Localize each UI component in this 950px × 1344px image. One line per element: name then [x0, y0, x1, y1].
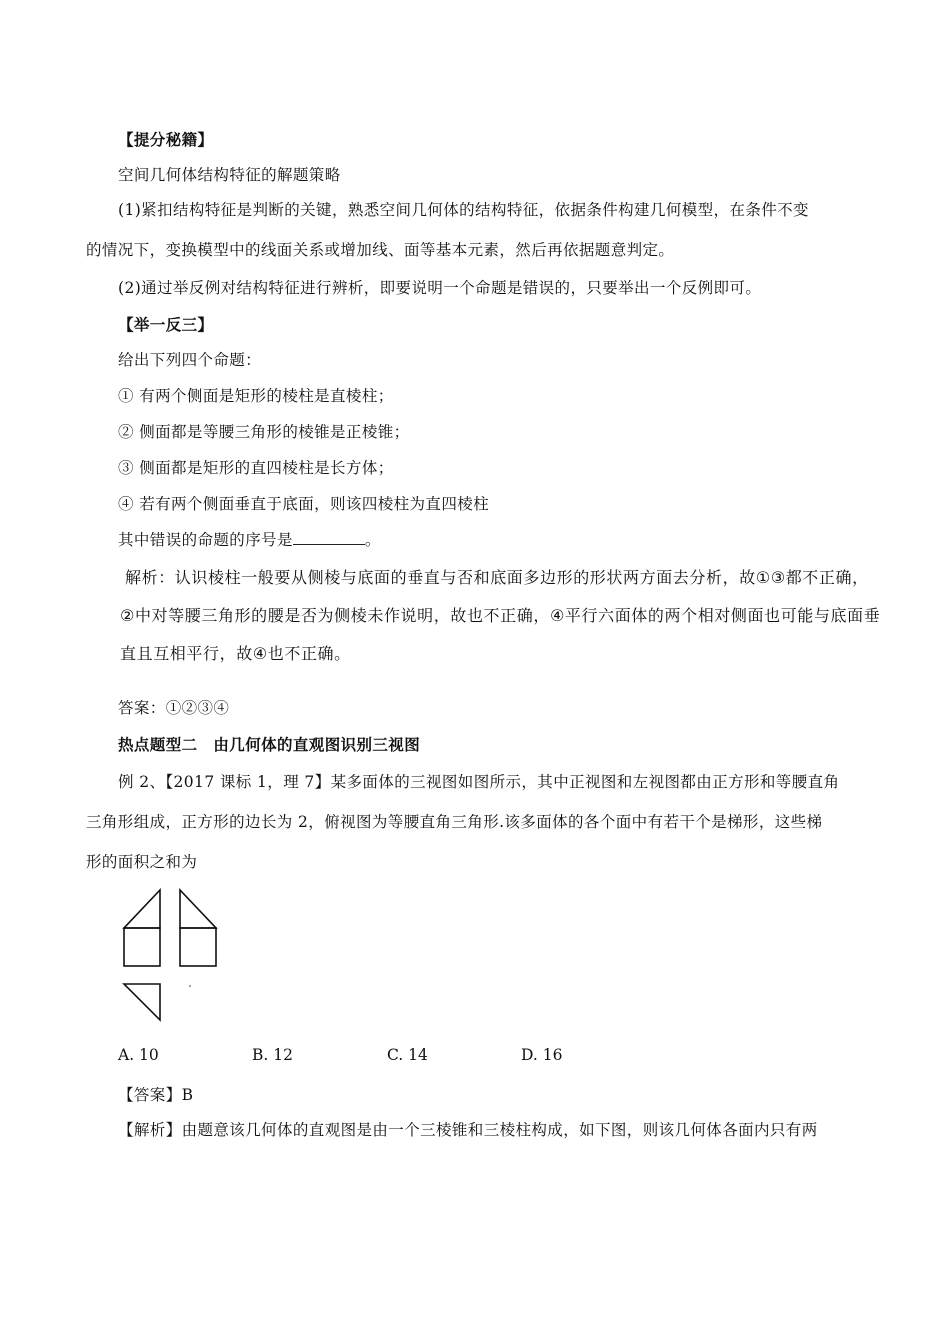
top-view-triangle [124, 984, 160, 1020]
question-end: 。 [364, 531, 381, 549]
option-b: B. 12 [252, 1046, 293, 1064]
tips-para1-line2: 的情况下，变换模型中的线面关系或增加线、面等基本元素，然后再依据题意判定。 [86, 241, 675, 259]
option-a: A. 10 [118, 1046, 159, 1064]
explanation-line2: ②中对等腰三角形的腰是否为侧棱未作说明，故也不正确，④平行六面体的两个相对侧面也可能与底面垂 [120, 606, 881, 625]
example2-line1: 例 2、【2017 课标 1，理 7】某多面体的三视图如图所示，其中正视图和左视图都由正方形和等腰直角 [118, 773, 840, 791]
front-view-triangle [124, 890, 160, 928]
example2-line2: 三角形组成，正方形的边长为 2，俯视图为等腰直角三角形.该多面体的各个面中有若干个是梯形，这些梯 [86, 813, 823, 831]
practice-intro: 给出下列四个命题： [118, 351, 262, 369]
practice-answer: 答案：①②③④ [118, 699, 230, 717]
side-view-square [180, 928, 216, 966]
section2-title: 热点题型二 由几何体的直观图识别三视图 [118, 735, 421, 754]
example2-line3: 形的面积之和为 [86, 853, 198, 871]
option-d: D. 16 [521, 1046, 563, 1064]
explanation-line1: 解析：认识棱柱一般要从侧棱与底面的垂直与否和底面多边形的形状两方面去分析，故①③都不正确， [125, 568, 869, 587]
tips-para2: (2)通过举反例对结构特征进行辨析，即要说明一个命题是错误的，只要举出一个反例即可。 [118, 279, 762, 297]
three-views-figure [118, 888, 228, 1028]
proposition-4: ④ 若有两个侧面垂直于底面，则该四棱柱为直四棱柱 [118, 495, 490, 513]
tips-para1-line1: (1)紧扣结构特征是判断的关键，熟悉空间几何体的结构特征，依据条件构建几何模型，在条件不变 [118, 201, 809, 219]
side-view-triangle [180, 890, 216, 928]
proposition-1: ① 有两个侧面是矩形的棱柱是直棱柱； [118, 387, 394, 405]
proposition-2: ② 侧面都是等腰三角形的棱锥是正棱锥； [118, 423, 410, 441]
answer-blank [293, 530, 365, 545]
practice-question [118, 528, 381, 550]
tips-heading: 【提分秘籍】 [118, 130, 214, 149]
tips-subtitle: 空间几何体结构特征的解题策略 [118, 166, 341, 184]
question-text: 其中错误的命题的序号是 [118, 531, 293, 549]
front-view-square [124, 928, 160, 966]
proposition-3: ③ 侧面都是矩形的直四棱柱是长方体； [118, 459, 394, 477]
option-c: C. 14 [387, 1046, 428, 1064]
example2-analysis: 【解析】由题意该几何体的直观图是由一个三棱锥和三棱柱构成，如下图，则该几何体各面内只有两 [118, 1121, 818, 1139]
example2-answer: 【答案】B [118, 1086, 194, 1104]
explanation-line3: 直且互相平行，故④也不正确。 [120, 644, 351, 663]
practice-heading: 【举一反三】 [118, 315, 214, 334]
